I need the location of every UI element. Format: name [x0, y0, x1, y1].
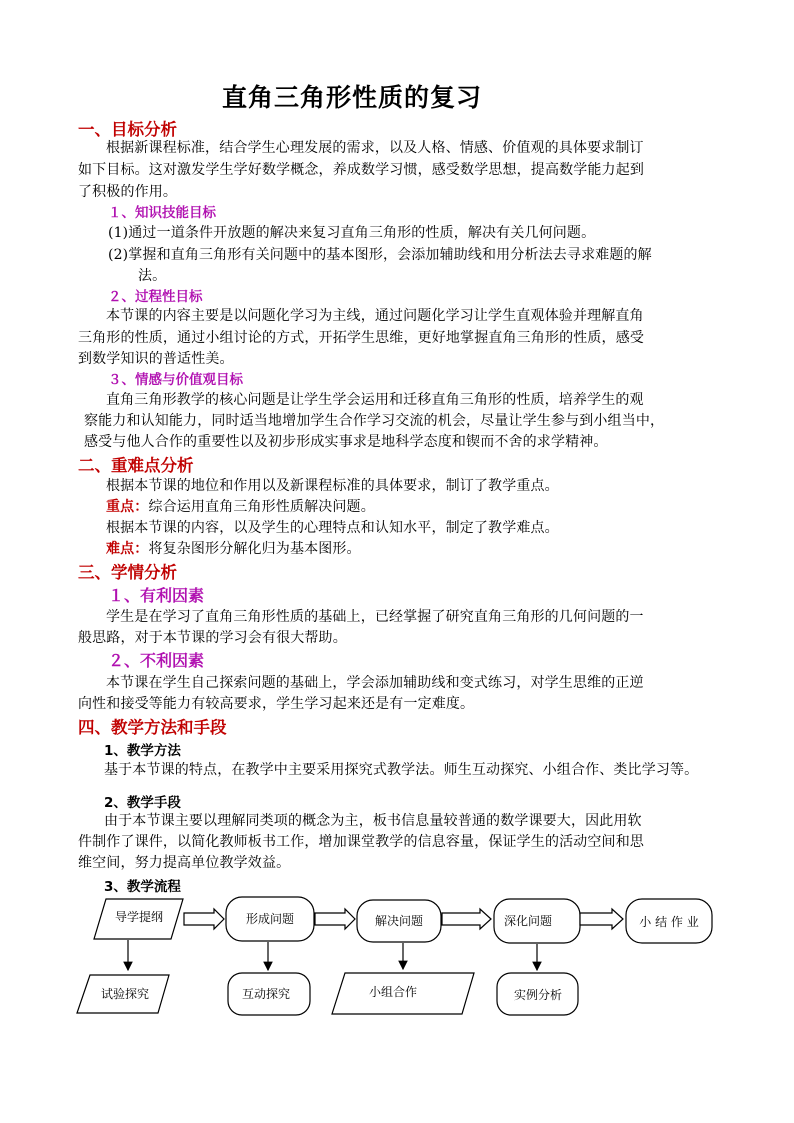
s4-sub2-heading: 2、教学手段	[104, 795, 181, 811]
focus-text: 综合运用直角三角形性质解决问题。	[148, 499, 375, 515]
flow-label-trial-explore: 试验探究	[100, 987, 150, 1001]
flow-label-interactive-explore: 互动探究	[241, 987, 291, 1001]
section-3-heading: 三、学情分析	[78, 563, 177, 582]
section-4-heading: 四、教学方法和手段	[78, 718, 227, 737]
s1-sub1-item-2-cont: 法。	[138, 268, 167, 284]
s2-line-2: 根据本节课的内容，以及学生的心理特点和认知水平，制定了教学难点。	[106, 520, 559, 536]
s1-intro-line-1: 根据新课程标准，结合学生心理发展的需求，以及人格、情感、价值观的具体要求制订	[106, 140, 644, 156]
s4-sub2-line-1: 由于本节课主要以理解同类项的概念为主，板书信息量较普通的数学课要大，因此用软	[104, 813, 642, 829]
s1-sub3-line-3: 感受与他人合作的重要性以及初步形成实事求是地科学态度和锲而不舍的求学精神。	[84, 434, 608, 450]
focus-label: 重点：	[106, 499, 149, 515]
flow-label-guide: 导学提纲	[114, 910, 164, 924]
s2-line-1: 根据本节课的地位和作用以及新课程标准的具体要求，制订了教学重点。	[106, 478, 559, 494]
flow-arrow-3	[442, 909, 491, 929]
s3-sub1-heading: １、有利因素	[108, 586, 205, 605]
flow-label-solve-problem: 解决问题	[374, 914, 424, 928]
s1-sub1-item-1: (1)通过一道条件开放题的解决来复习直角三角形的性质，解决有关几何问题。	[108, 225, 596, 241]
s4-sub2-line-2: 件制作了课件，以简化教师板书工作，增加课堂教学的信息容量，保证学生的活动空间和思	[78, 834, 644, 850]
s3-sub1-line-2: 般思路，对于本节课的学习会有很大帮助。	[78, 630, 347, 646]
s3-sub1-line-1: 学生是在学习了直角三角形性质的基础上，已经掌握了研究直角三角形的几何问题的一	[106, 609, 644, 625]
s4-sub1-heading: 1、教学方法	[104, 743, 181, 759]
s1-sub2-line-3: 到数学知识的普适性美。	[78, 351, 234, 367]
flow-arrow-1	[184, 909, 224, 929]
difficulty-text: 将复杂图形分解化归为基本图形。	[148, 541, 361, 557]
s3-sub2-line-1: 本节课在学生自己探索问题的基础上，学会添加辅助线和变式练习，对学生思维的正逆	[106, 675, 644, 691]
s3-sub2-line-2: 向性和接受等能力有较高要求，学生学习起来还是有一定难度。	[78, 696, 475, 712]
s1-intro-line-2: 如下目标。这对激发学生学好数学概念，养成数学习惯，感受数学思想，提高数学能力起到	[78, 162, 644, 178]
flow-arrow-4	[580, 909, 623, 929]
flow-label-group-cooperation: 小组合作	[368, 985, 418, 999]
s1-intro-line-3: 了积极的作用。	[78, 184, 178, 200]
section-2-heading: 二、重难点分析	[78, 456, 194, 475]
flow-arrow-2	[315, 909, 355, 929]
s4-sub3-heading: 3、教学流程	[104, 879, 181, 895]
section-1-heading: 一、目标分析	[78, 120, 177, 139]
flow-label-example-analysis: 实例分析	[513, 988, 563, 1002]
flow-label-deepen-problem: 深化问题	[503, 914, 553, 928]
page-title: 直角三角形性质的复习	[222, 83, 483, 112]
s3-sub2-heading: ２、不利因素	[108, 651, 205, 670]
s1-sub3-line-1: 直角三角形教学的核心问题是让学生学会运用和迁移直角三角形的性质，培养学生的观	[106, 392, 644, 408]
difficulty-label: 难点：	[106, 541, 149, 557]
s1-sub1-item-2: (2)掌握和直角三角形有关问题中的基本图形，会添加辅助线和用分析法去寻求难题的解	[108, 247, 652, 263]
flow-label-form-problem: 形成问题	[245, 912, 295, 926]
s4-sub1-text: 基于本节课的特点，在教学中主要采用探究式教学法。师生互动探究、小组合作、类比学习等。	[104, 762, 699, 778]
s1-sub3-heading: ３、情感与价值观目标	[108, 372, 243, 388]
s1-sub3-line-2: 察能力和认知能力，同时适当地增加学生合作学习交流的机会，尽量让学生参与到小组当中，	[84, 413, 665, 429]
s1-sub2-heading: ２、过程性目标	[108, 289, 203, 305]
flow-label-summary-homework: 小 结 作 业	[639, 915, 699, 929]
s1-sub2-line-1: 本节课的内容主要是以问题化学习为主线，通过问题化学习让学生直观体验并理解直角	[106, 308, 644, 324]
s1-sub2-line-2: 三角形的性质，通过小组讨论的方式，开拓学生思维，更好地掌握直角三角形的性质，感受	[78, 330, 644, 346]
s4-sub2-line-3: 维空间，努力提高单位教学效益。	[78, 855, 291, 871]
s1-sub1-heading: １、知识技能目标	[108, 205, 216, 221]
